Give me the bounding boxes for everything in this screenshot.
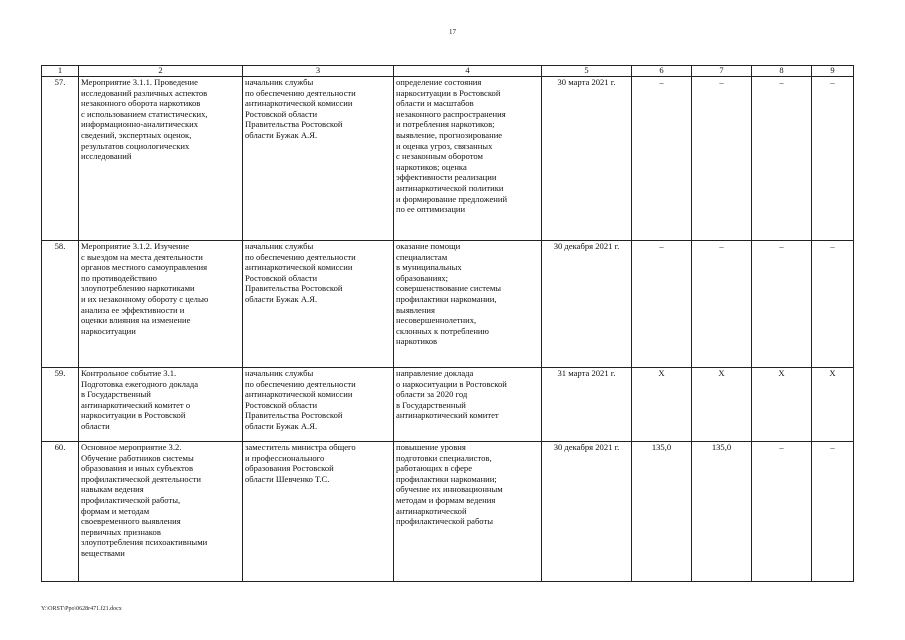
page-number: 17 xyxy=(449,28,456,36)
column-header: 3 xyxy=(243,66,394,77)
column-header: 5 xyxy=(542,66,632,77)
funding-value: Х xyxy=(632,368,692,442)
funding-value: – xyxy=(812,241,854,368)
funding-value: – xyxy=(752,241,812,368)
expected-result: определение состояния наркоситуации в Ростовской области и масштабов незаконного распространения и потребления наркотиков; выявление, прогнозирование и оценка угроз, связанных с незаконным оборотом наркотиков; оценка эффективности реализации антинаркотической политики и формирование предложений по ее оптимизации xyxy=(394,77,542,241)
column-header: 1 xyxy=(42,66,79,77)
column-header: 4 xyxy=(394,66,542,77)
table-row xyxy=(42,368,854,442)
responsible-person: начальник службы по обеспечению деятельности антинаркотической комиссии Ростовской области Правительства Ростовской области Бужак А.Я. xyxy=(243,241,394,368)
funding-value: – xyxy=(632,77,692,241)
row-number: 59. xyxy=(42,368,79,442)
responsible-person: начальник службы по обеспечению деятельности антинаркотической комиссии Ростовской области Правительства Ростовской области Бужак А.Я. xyxy=(243,77,394,241)
column-header: 7 xyxy=(692,66,752,77)
funding-value: Х xyxy=(692,368,752,442)
events-table xyxy=(41,65,854,582)
funding-value: – xyxy=(692,77,752,241)
completion-date: 31 марта 2021 г. xyxy=(542,368,632,442)
funding-value: 135,0 xyxy=(632,442,692,582)
completion-date: 30 марта 2021 г. xyxy=(542,77,632,241)
expected-result: повышение уровня подготовки специалистов, работающих в сфере профилактики наркомании; обучение их инновационным методам и формам ведения антинаркотической профилактической работы xyxy=(394,442,542,582)
column-number-row xyxy=(42,66,854,77)
funding-value: 135,0 xyxy=(692,442,752,582)
expected-result: оказание помощи специалистам в муниципальных образованиях; совершенствование системы профилактики наркомании, выявления несовершеннолетних, склонных к потреблению наркотиков xyxy=(394,241,542,368)
funding-value: – xyxy=(632,241,692,368)
completion-date: 30 декабря 2021 г. xyxy=(542,442,632,582)
event-name: Мероприятие 3.1.2. Изучение с выездом на места деятельности органов местного самоуправления по противодействию злоупотреблению наркотиками и их незаконному обороту с целью анализа ее эффективности и оценки влияния на изменение наркоситуации xyxy=(79,241,243,368)
event-name: Контрольное событие 3.1. Подготовка ежегодного доклада в Государственный антинаркотический комитет о наркоситуации в Ростовской области xyxy=(79,368,243,442)
file-path-footer: Y:\ORST\Ppo\0628r471.f21.docx xyxy=(41,606,122,612)
funding-value: – xyxy=(752,442,812,582)
expected-result: направление доклада о наркоситуации в Ростовской области за 2020 год в Государственный антинаркотический комитет xyxy=(394,368,542,442)
row-number: 60. xyxy=(42,442,79,582)
funding-value: – xyxy=(812,442,854,582)
column-header: 2 xyxy=(79,66,243,77)
table-row xyxy=(42,77,854,241)
column-header: 9 xyxy=(812,66,854,77)
funding-value: Х xyxy=(812,368,854,442)
column-header: 8 xyxy=(752,66,812,77)
responsible-person: начальник службы по обеспечению деятельности антинаркотической комиссии Ростовской области Правительства Ростовской области Бужак А.Я. xyxy=(243,368,394,442)
row-number: 57. xyxy=(42,77,79,241)
table-row xyxy=(42,442,854,582)
funding-value: – xyxy=(692,241,752,368)
event-name: Основное мероприятие 3.2. Обучение работников системы образования и иных субъектов профилактической деятельности навыкам ведения профилактической работы, формам и методам своевременного выявления первичных признаков злоупотребления психоактивными веществами xyxy=(79,442,243,582)
completion-date: 30 декабря 2021 г. xyxy=(542,241,632,368)
funding-value: Х xyxy=(752,368,812,442)
table-row xyxy=(42,241,854,368)
funding-value: – xyxy=(812,77,854,241)
event-name: Мероприятие 3.1.1. Проведение исследований различных аспектов незаконного оборота наркотиков с использованием статистических, информационно-аналитических сведений, экспертных оценок, результатов социологических исследований xyxy=(79,77,243,241)
responsible-person: заместитель министра общего и профессионального образования Ростовской области Шевченко Т.С. xyxy=(243,442,394,582)
column-header: 6 xyxy=(632,66,692,77)
funding-value: – xyxy=(752,77,812,241)
row-number: 58. xyxy=(42,241,79,368)
